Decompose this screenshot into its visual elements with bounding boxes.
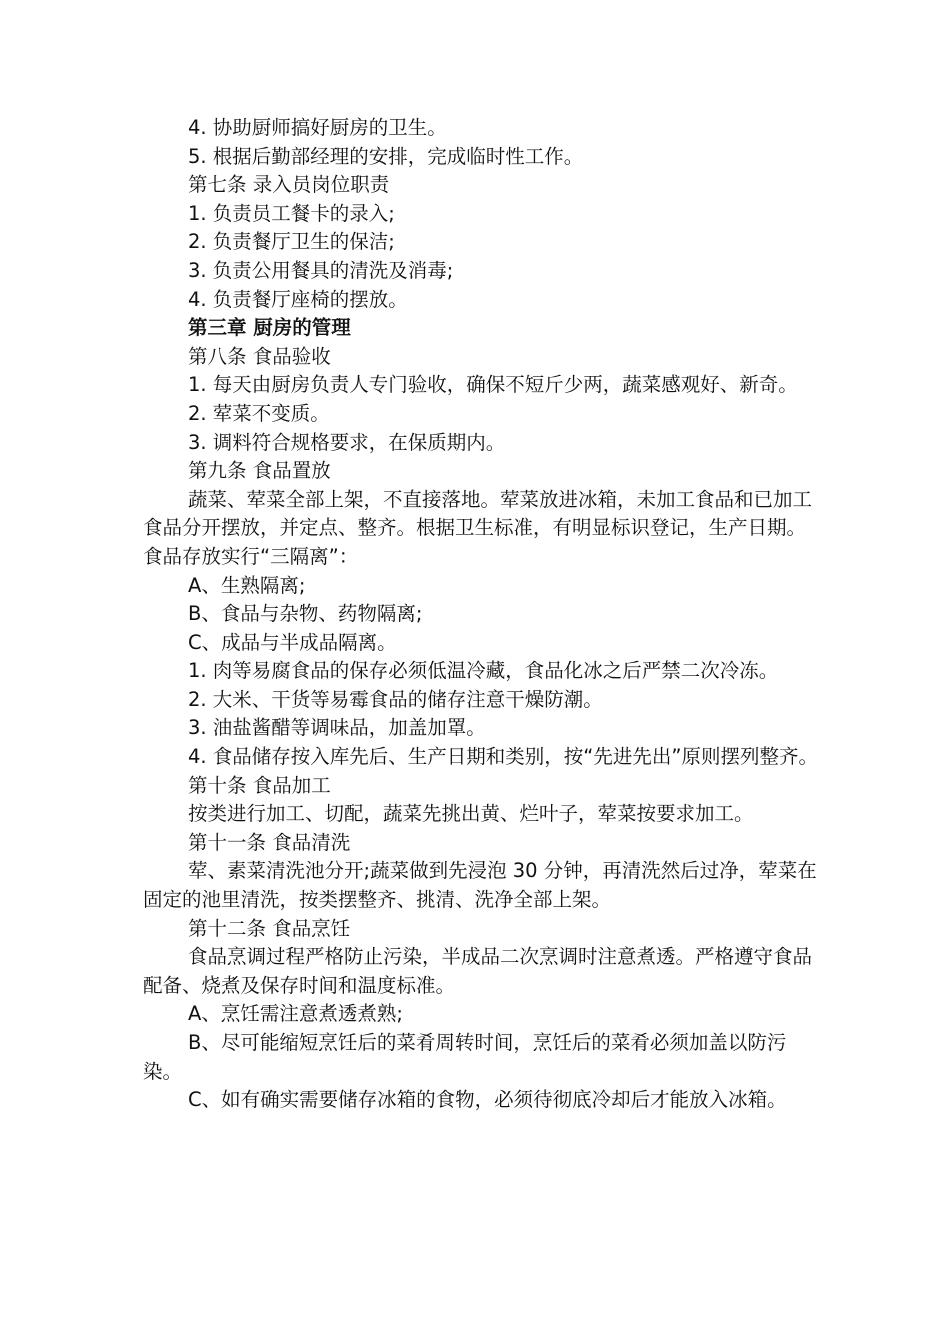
paragraph: B、尽可能缩短烹饪后的菜肴周转时间，烹饪后的菜肴必须加盖以防污染。	[143, 1031, 787, 1083]
paragraph: 3. 调料符合规格要求，在保质期内。	[188, 430, 506, 454]
paragraph: A、生熟隔离;	[188, 573, 306, 597]
document-body	[143, 114, 823, 1115]
paragraph: 2. 大米、干货等易霉食品的储存注意干燥防潮。	[188, 687, 603, 711]
paragraph: 4. 负责餐厅座椅的摆放。	[188, 287, 408, 311]
article-heading: 第十一条 食品清洗	[188, 830, 351, 854]
paragraph: 1. 每天由厨房负责人专门验收，确保不短斤少两，蔬菜感观好、新奇。	[188, 373, 798, 397]
paragraph: C、成品与半成品隔离。	[188, 630, 397, 654]
paragraph: 4. 食品储存按入库先后、生产日期和类别，按“先进先出”原则摆列整齐。	[188, 745, 819, 769]
article-heading: 第八条 食品验收	[188, 344, 331, 368]
article-heading: 第七条 录入员岗位职责	[188, 173, 390, 197]
chapter-heading: 第三章 厨房的管理	[188, 316, 351, 340]
paragraph: 蔬菜、荤菜全部上架，不直接落地。荤菜放进冰箱，未加工食品和已加工食品分开摆放，并定点、整齐。根据卫生标准，有明显标识登记，生产日期。食品存放实行“三隔离”：	[143, 487, 813, 568]
paragraph: C、如有确实需要储存冰箱的食物，必须待彻底冷却后才能放入冰箱。	[188, 1088, 787, 1112]
paragraph: 1. 负责员工餐卡的录入;	[188, 201, 395, 225]
paragraph: 3. 油盐酱醋等调味品，加盖加罩。	[188, 716, 486, 740]
paragraph: 1. 肉等易腐食品的保存必须低温冷藏，食品化冰之后严禁二次冷冻。	[188, 659, 779, 683]
paragraph: 2. 负责餐厅卫生的保洁;	[188, 230, 395, 254]
paragraph: 按类进行加工、切配，蔬菜先挑出黄、烂叶子，荤菜按要求加工。	[188, 802, 754, 826]
article-heading: 第十二条 食品烹饪	[188, 916, 351, 940]
article-heading: 第九条 食品置放	[188, 459, 331, 483]
paragraph: B、食品与杂物、药物隔离;	[188, 602, 423, 626]
paragraph: 4. 协助厨师搞好厨房的卫生。	[188, 116, 447, 139]
paragraph: 荤、素菜清洗池分开;蔬菜做到先浸泡 30 分钟，再清洗然后过净，荤菜在固定的池里清洗，按类摆整齐、挑清、洗净全部上架。	[143, 859, 817, 912]
paragraph: 5. 根据后勤部经理的安排，完成临时性工作。	[188, 144, 584, 168]
paragraph: 食品烹调过程严格防止污染，半成品二次烹调时注意煮透。严格遵守食品配备、烧煮及保存时间和温度标准。	[143, 945, 813, 997]
paragraph: A、烹饪需注意煮透煮熟;	[188, 1002, 403, 1026]
article-heading: 第十条 食品加工	[188, 773, 331, 797]
paragraph: 2. 荤菜不变质。	[188, 401, 330, 425]
paragraph: 3. 负责公用餐具的清洗及消毒;	[188, 258, 454, 282]
